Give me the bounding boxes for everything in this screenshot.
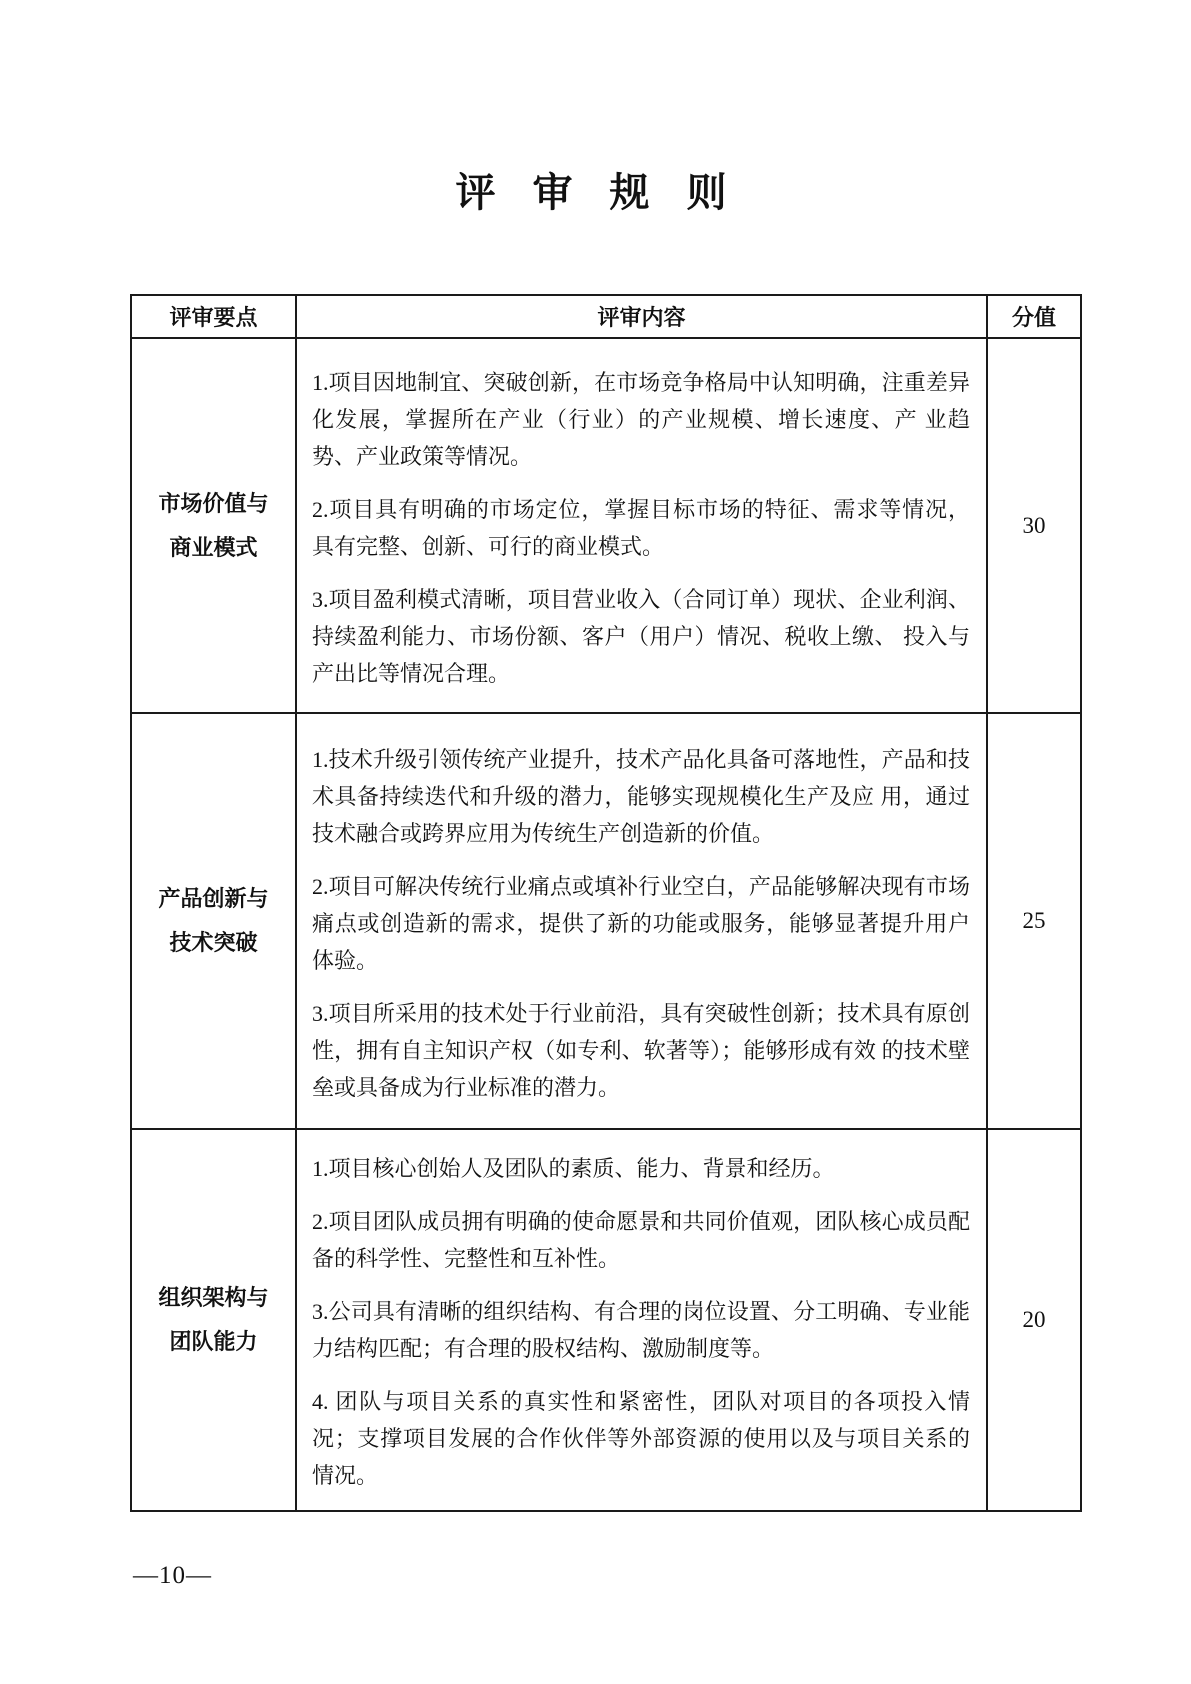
content-paragraph: 1.项目核心创始人及团队的素质、能力、背景和经历。 [312, 1156, 835, 1181]
content-cell-market-value [296, 338, 987, 713]
content-paragraph: 2.项目具有明确的市场定位，掌握目标市场的特征、需求等情况， 具有完整、创新、可行的商业模式。 [312, 496, 970, 559]
point-label-line: 技术突破 [169, 930, 258, 955]
point-label-line: 组织架构与 [158, 1285, 269, 1310]
score-value-team-capability: 20 [987, 1129, 1081, 1511]
point-label-line: 市场价值与 [158, 490, 269, 516]
score-value-product-innovation: 25 [987, 713, 1081, 1129]
point-label-line: 商业模式 [169, 534, 258, 560]
content-paragraph: 3.公司具有清晰的组织结构、有合理的岗位设置、分工明确、专业能力结构匹配；有合理的股权结构、激励制度等。 [312, 1299, 970, 1361]
point-label-line: 产品创新与 [158, 886, 269, 911]
page-number: —10— [133, 1562, 212, 1589]
table-header-row [131, 295, 1081, 338]
point-label-market-value [131, 338, 296, 713]
content-paragraph: 2.项目可解决传统行业痛点或填补行业空白，产品能够解决现有市场痛点或创造新的需求，提供了新的功能或服务，能够显著提升用户体验。 [312, 873, 970, 973]
point-label-team-capability [131, 1129, 296, 1511]
table-row-team-capability [131, 1129, 1081, 1511]
point-label-line: 团队能力 [169, 1329, 258, 1354]
content-paragraph: 4. 团队与项目关系的真实性和紧密性，团队对项目的各项投入情况；支撑项目发展的合作伙伴等外部资源的使用以及与项目关系的情况。 [312, 1389, 970, 1488]
content-paragraph: 2.项目团队成员拥有明确的使命愿景和共同价值观，团队核心成员配备的科学性、完整性和互补性。 [312, 1209, 970, 1271]
review-rules-table [130, 294, 1082, 1512]
content-cell-team-capability [296, 1129, 987, 1511]
score-value-market-value: 30 [987, 338, 1081, 713]
header-cell-review-content: 评审内容 [296, 295, 987, 338]
content-paragraph: 1.项目因地制宜、突破创新，在市场竞争格局中认知明确，注重差异化发展，掌握所在产业（行业）的产业规模、增长速度、产 业趋势、产业政策等情况。 [312, 369, 970, 469]
point-label-product-innovation [131, 713, 296, 1129]
header-cell-review-points: 评审要点 [131, 295, 296, 338]
content-paragraph: 3.项目所采用的技术处于行业前沿，具有突破性创新；技术具有原创性，拥有自主知识产权（如专利、软著等）；能够形成有效 的技术壁垒或具备成为行业标准的潜力。 [312, 1000, 970, 1100]
table-row-market-value [131, 338, 1081, 713]
page-title: 评 审 规 则 [455, 170, 736, 215]
content-paragraph: 3.项目盈利模式清晰，项目营业收入（合同订单）现状、企业利润、持续盈利能力、市场份额、客户（用户）情况、税收上缴、 投入与产出比等情况合理。 [312, 586, 970, 686]
table-row-product-innovation [131, 713, 1081, 1129]
content-cell-product-innovation [296, 713, 987, 1129]
header-cell-score: 分值 [987, 295, 1081, 338]
content-paragraph: 1.技术升级引领传统产业提升，技术产品化具备可落地性，产品和技术具备持续迭代和升级的潜力，能够实现规模化生产及应 用，通过技术融合或跨界应用为传统生产创造新的价值。 [312, 746, 970, 846]
